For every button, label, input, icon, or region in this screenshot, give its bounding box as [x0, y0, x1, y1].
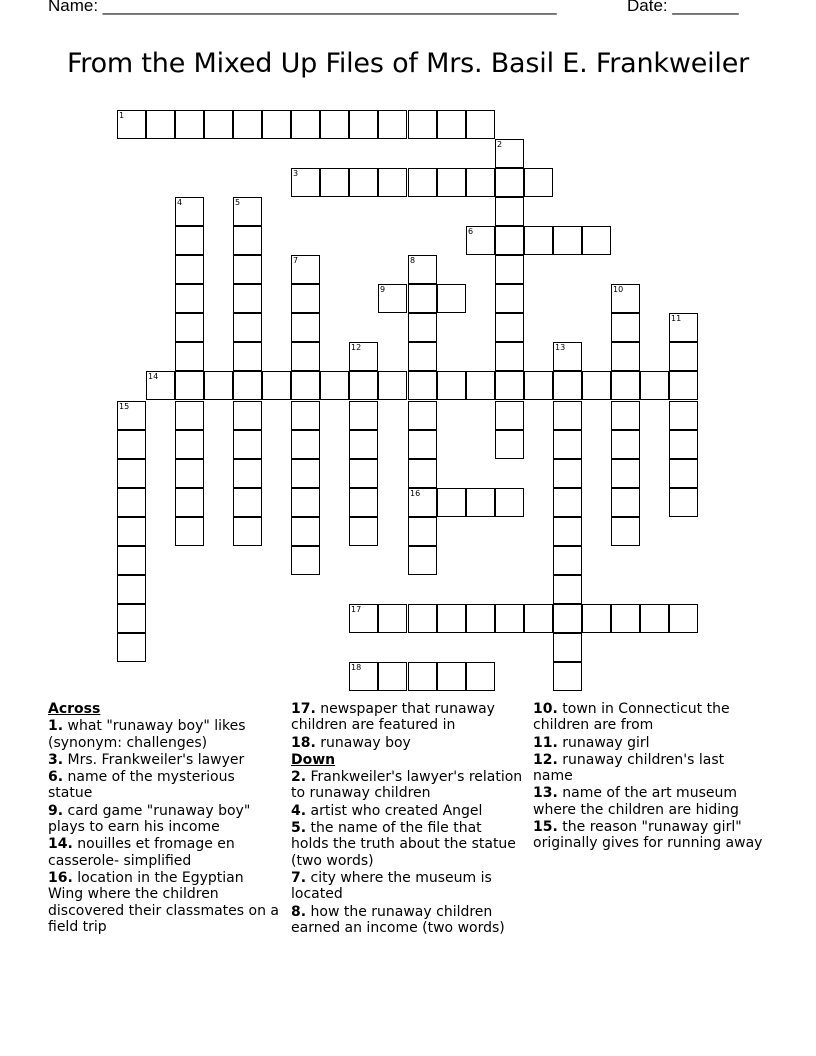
clue-text: runaway girl — [557, 734, 650, 751]
clue-number-label: 1 — [119, 111, 125, 120]
crossword-cell[interactable] — [233, 430, 262, 459]
crossword-cell[interactable] — [291, 371, 320, 400]
crossword-cell[interactable] — [117, 604, 146, 633]
crossword-cell[interactable] — [408, 459, 437, 488]
clue-text: runaway boy — [315, 734, 411, 751]
clue-text: Frankweiler's lawyer's relation to runaway children — [291, 769, 523, 802]
crossword-cell[interactable] — [437, 488, 466, 517]
crossword-cell[interactable] — [233, 255, 262, 284]
clue-number: 14. — [48, 836, 73, 853]
crossword-cell[interactable] — [408, 284, 437, 313]
clue-item — [48, 803, 280, 836]
clue-number: 2. — [291, 769, 307, 786]
crossword-cell[interactable] — [611, 342, 640, 371]
crossword-cell[interactable] — [553, 430, 582, 459]
crossword-cell[interactable] — [495, 139, 524, 168]
clue-number-label: 11 — [671, 314, 682, 323]
clue-number-label: 13 — [555, 343, 566, 352]
crossword-cell[interactable] — [466, 168, 495, 197]
crossword-cell[interactable] — [495, 371, 524, 400]
crossword-cell[interactable] — [466, 488, 495, 517]
crossword-cell[interactable] — [553, 459, 582, 488]
crossword-cell[interactable] — [233, 459, 262, 488]
clue-text: card game "runaway boy" plays to earn his income — [48, 802, 251, 836]
crossword-cell[interactable] — [408, 342, 437, 371]
clue-number-label: 10 — [613, 285, 624, 294]
clue-number: 13. — [533, 785, 558, 802]
crossword-cell[interactable] — [553, 517, 582, 546]
crossword-cell[interactable] — [408, 313, 437, 342]
crossword-cell[interactable] — [175, 459, 204, 488]
crossword-cell[interactable] — [408, 517, 437, 546]
crossword-cell[interactable] — [378, 662, 407, 691]
clue-number-label: 17 — [351, 605, 362, 614]
crossword-cell[interactable] — [291, 284, 320, 313]
crossword-cell[interactable] — [117, 110, 146, 139]
clue-number: 15. — [533, 819, 558, 836]
clue-number-label: 5 — [235, 198, 241, 207]
crossword-cell[interactable] — [437, 284, 466, 313]
crossword-cell[interactable] — [175, 488, 204, 517]
crossword-cell[interactable] — [553, 371, 582, 400]
crossword-cell[interactable] — [204, 110, 233, 139]
crossword-cell[interactable] — [175, 313, 204, 342]
clue-item — [533, 819, 765, 852]
crossword-cell[interactable] — [291, 313, 320, 342]
crossword-cell[interactable] — [233, 488, 262, 517]
crossword-cell[interactable] — [117, 517, 146, 546]
crossword-cell[interactable] — [233, 313, 262, 342]
crossword-cell[interactable] — [117, 546, 146, 575]
crossword-cell[interactable] — [378, 371, 407, 400]
crossword-cell[interactable] — [408, 430, 437, 459]
crossword-cell[interactable] — [466, 604, 495, 633]
clue-item — [291, 803, 523, 819]
clue-text: the name of the file that holds the truth about the statue (two words) — [291, 820, 516, 869]
crossword-cell[interactable] — [291, 430, 320, 459]
crossword-cell[interactable] — [495, 284, 524, 313]
clue-item — [291, 870, 523, 903]
clues-column-3 — [533, 701, 765, 853]
crossword-cell[interactable] — [233, 517, 262, 546]
crossword-cell[interactable] — [553, 662, 582, 691]
crossword-cell[interactable] — [669, 430, 698, 459]
crossword-cell[interactable] — [669, 488, 698, 517]
crossword-cell[interactable] — [175, 342, 204, 371]
down-clue-list — [291, 769, 523, 936]
crossword-cell[interactable] — [262, 110, 291, 139]
crossword-cell[interactable] — [408, 488, 437, 517]
crossword-cell[interactable] — [408, 371, 437, 400]
crossword-cell[interactable] — [146, 110, 175, 139]
crossword-cell[interactable] — [349, 517, 378, 546]
crossword-cell[interactable] — [175, 226, 204, 255]
clue-number-label: 2 — [497, 140, 503, 149]
clue-number-label: 8 — [410, 256, 416, 265]
page-title: From the Mixed Up Files of Mrs. Basil E. Frankweiler — [66, 48, 750, 79]
crossword-cell[interactable] — [349, 168, 378, 197]
crossword-cell[interactable] — [553, 604, 582, 633]
crossword-cell[interactable] — [349, 430, 378, 459]
clue-text: nouilles et fromage en casserole- simplified — [48, 836, 235, 869]
clue-text: how the runaway children earned an income (two words) — [291, 903, 505, 936]
clue-item — [48, 836, 280, 869]
clue-number-label: 9 — [380, 285, 386, 294]
crossword-cell[interactable] — [437, 168, 466, 197]
crossword-cell[interactable] — [611, 459, 640, 488]
crossword-cell[interactable] — [349, 110, 378, 139]
clue-item — [291, 820, 523, 869]
crossword-cell[interactable] — [175, 284, 204, 313]
crossword-cell[interactable] — [495, 226, 524, 255]
crossword-cell[interactable] — [291, 546, 320, 575]
crossword-cell[interactable] — [524, 168, 553, 197]
crossword-cell[interactable] — [291, 168, 320, 197]
clues-column-2 — [291, 701, 523, 937]
clue-text: runaway children's last name — [533, 751, 725, 785]
crossword-cell[interactable] — [117, 459, 146, 488]
crossword-cell[interactable] — [408, 546, 437, 575]
clue-text: what "runaway boy" likes (synonym: challenges) — [48, 718, 246, 751]
crossword-cell[interactable] — [466, 371, 495, 400]
clue-number-label: 18 — [351, 663, 362, 672]
crossword-cell[interactable] — [291, 401, 320, 430]
crossword-cell[interactable] — [582, 604, 611, 633]
crossword-cell[interactable] — [611, 488, 640, 517]
crossword-cell[interactable] — [669, 371, 698, 400]
crossword-cell[interactable] — [495, 197, 524, 226]
crossword-cell[interactable] — [408, 110, 437, 139]
crossword-cell[interactable] — [611, 604, 640, 633]
crossword-cell[interactable] — [349, 371, 378, 400]
crossword-cell[interactable] — [553, 633, 582, 662]
crossword-cell[interactable] — [291, 110, 320, 139]
crossword-cell[interactable] — [117, 575, 146, 604]
crossword-cell[interactable] — [437, 371, 466, 400]
clue-number-label: 7 — [293, 256, 299, 265]
crossword-cell[interactable] — [495, 168, 524, 197]
crossword-cell[interactable] — [291, 488, 320, 517]
clue-text: city where the museum is located — [291, 869, 492, 903]
clues-column-1 — [48, 701, 280, 936]
crossword-cell[interactable] — [611, 517, 640, 546]
across-heading: Across — [48, 701, 101, 717]
clue-text: location in the Egyptian Wing where the children discovered their classmates on a field trip — [48, 869, 279, 935]
clue-number-label: 15 — [119, 402, 130, 411]
clue-number-label: 14 — [148, 372, 159, 381]
crossword-cell[interactable] — [495, 430, 524, 459]
clue-text: town in Connecticut the children are from — [533, 701, 730, 734]
crossword-cell[interactable] — [378, 110, 407, 139]
clue-item — [533, 785, 765, 818]
clue-item — [533, 752, 765, 785]
clue-text: the reason "runaway girl" originally gives for running away — [533, 819, 763, 852]
crossword-cell[interactable] — [553, 342, 582, 371]
clue-item — [291, 769, 523, 802]
crossword-cell[interactable] — [553, 546, 582, 575]
crossword-cell[interactable] — [291, 459, 320, 488]
clue-item — [48, 769, 280, 802]
clue-number: 11. — [533, 734, 558, 751]
crossword-cell[interactable] — [320, 110, 349, 139]
crossword-cell[interactable] — [117, 401, 146, 430]
crossword-cell[interactable] — [524, 371, 553, 400]
crossword-cell[interactable] — [233, 284, 262, 313]
crossword-cell[interactable] — [408, 604, 437, 633]
crossword-cell[interactable] — [669, 342, 698, 371]
clue-number-label: 3 — [293, 169, 299, 178]
crossword-cell[interactable] — [495, 342, 524, 371]
crossword-cell[interactable] — [611, 313, 640, 342]
across-clue-list-continued — [291, 701, 523, 751]
clue-number-label: 12 — [351, 343, 362, 352]
crossword-cell[interactable] — [175, 430, 204, 459]
name-field[interactable]: Name: ________________________________________________ — [48, 0, 557, 15]
clue-text: name of the mysterious statue — [48, 769, 235, 802]
clue-number: 3. — [48, 751, 64, 768]
clue-item — [48, 870, 280, 935]
crossword-cell[interactable] — [233, 226, 262, 255]
crossword-cell[interactable] — [553, 401, 582, 430]
clue-item — [48, 718, 280, 751]
crossword-cell[interactable] — [495, 255, 524, 284]
crossword-cell[interactable] — [117, 488, 146, 517]
crossword-cell[interactable] — [437, 662, 466, 691]
clue-text: artist who created Angel — [306, 802, 483, 819]
crossword-cell[interactable] — [495, 488, 524, 517]
crossword-cell[interactable] — [640, 604, 669, 633]
clue-number-label: 16 — [410, 489, 421, 498]
clue-number: 10. — [533, 701, 558, 717]
crossword-cell[interactable] — [233, 110, 262, 139]
crossword-cell[interactable] — [262, 371, 291, 400]
crossword-cell[interactable] — [291, 255, 320, 284]
crossword-cell[interactable] — [233, 342, 262, 371]
clue-text: newspaper that runaway children are featured in — [291, 701, 495, 734]
crossword-cell[interactable] — [378, 168, 407, 197]
crossword-cell[interactable] — [175, 371, 204, 400]
crossword-cell[interactable] — [233, 401, 262, 430]
crossword-cell[interactable] — [640, 371, 669, 400]
down-clue-list-continued — [533, 701, 765, 852]
crossword-cell[interactable] — [524, 226, 553, 255]
clue-number: 4. — [291, 802, 307, 819]
crossword-cell[interactable] — [117, 633, 146, 662]
crossword-cell[interactable] — [175, 197, 204, 226]
crossword-cell[interactable] — [320, 168, 349, 197]
clue-number: 5. — [291, 820, 307, 837]
crossword-cell[interactable] — [233, 197, 262, 226]
crossword-cell[interactable] — [495, 313, 524, 342]
clue-number-label: 6 — [468, 227, 474, 236]
crossword-cell[interactable] — [669, 459, 698, 488]
crossword-cell[interactable] — [378, 604, 407, 633]
crossword-cell[interactable] — [146, 371, 175, 400]
clue-number: 18. — [291, 734, 316, 751]
crossword-cell[interactable] — [524, 604, 553, 633]
crossword-cell[interactable] — [553, 488, 582, 517]
crossword-cell[interactable] — [466, 226, 495, 255]
clue-number: 12. — [533, 751, 558, 768]
crossword-cell[interactable] — [349, 662, 378, 691]
crossword-cell[interactable] — [582, 371, 611, 400]
clue-item — [291, 904, 523, 937]
crossword-cell[interactable] — [204, 371, 233, 400]
crossword-cell[interactable] — [175, 255, 204, 284]
crossword-cell[interactable] — [349, 604, 378, 633]
crossword-cell[interactable] — [378, 284, 407, 313]
crossword-cell[interactable] — [553, 226, 582, 255]
crossword-cell[interactable] — [495, 401, 524, 430]
clue-text: name of the art museum where the children are hiding — [533, 785, 739, 818]
clue-number: 8. — [291, 903, 307, 920]
crossword-cell[interactable] — [349, 459, 378, 488]
clue-number: 6. — [48, 769, 64, 786]
crossword-cell[interactable] — [437, 110, 466, 139]
crossword-cell[interactable] — [349, 401, 378, 430]
crossword-cell[interactable] — [611, 430, 640, 459]
crossword-cell[interactable] — [233, 371, 262, 400]
crossword-cell[interactable] — [291, 342, 320, 371]
crossword-cell[interactable] — [175, 401, 204, 430]
crossword-cell[interactable] — [175, 110, 204, 139]
clue-item — [291, 735, 523, 751]
clue-item — [533, 735, 765, 751]
crossword-cell[interactable] — [611, 371, 640, 400]
crossword-cell[interactable] — [349, 488, 378, 517]
crossword-cell[interactable] — [437, 604, 466, 633]
crossword-cell[interactable] — [117, 430, 146, 459]
crossword-cell[interactable] — [669, 401, 698, 430]
crossword-cell[interactable] — [611, 284, 640, 313]
clue-number: 1. — [48, 718, 64, 735]
crossword-cell[interactable] — [408, 168, 437, 197]
crossword-cell[interactable] — [495, 604, 524, 633]
clue-number-label: 4 — [177, 198, 183, 207]
date-field[interactable]: Date: _______ — [627, 0, 739, 15]
crossword-cell[interactable] — [320, 371, 349, 400]
clue-number: 7. — [291, 869, 307, 886]
crossword-cell[interactable] — [291, 517, 320, 546]
crossword-cell[interactable] — [349, 342, 378, 371]
crossword-cell[interactable] — [408, 401, 437, 430]
clue-number: 16. — [48, 869, 73, 886]
down-heading: Down — [291, 751, 336, 768]
crossword-cell[interactable] — [466, 110, 495, 139]
across-clue-list — [48, 718, 280, 935]
crossword-cell[interactable] — [669, 313, 698, 342]
crossword-cell[interactable] — [611, 401, 640, 430]
crossword-cell[interactable] — [582, 226, 611, 255]
crossword-cell[interactable] — [466, 662, 495, 691]
crossword-cell[interactable] — [408, 662, 437, 691]
crossword-cell[interactable] — [175, 517, 204, 546]
clue-item — [533, 701, 765, 734]
crossword-cell[interactable] — [553, 575, 582, 604]
clue-number: 9. — [48, 802, 64, 819]
clue-number: 17. — [291, 701, 316, 717]
clue-item — [291, 701, 523, 734]
crossword-cell[interactable] — [408, 255, 437, 284]
clue-text: Mrs. Frankweiler's lawyer — [63, 751, 245, 768]
clue-item — [48, 752, 280, 768]
crossword-cell[interactable] — [669, 604, 698, 633]
